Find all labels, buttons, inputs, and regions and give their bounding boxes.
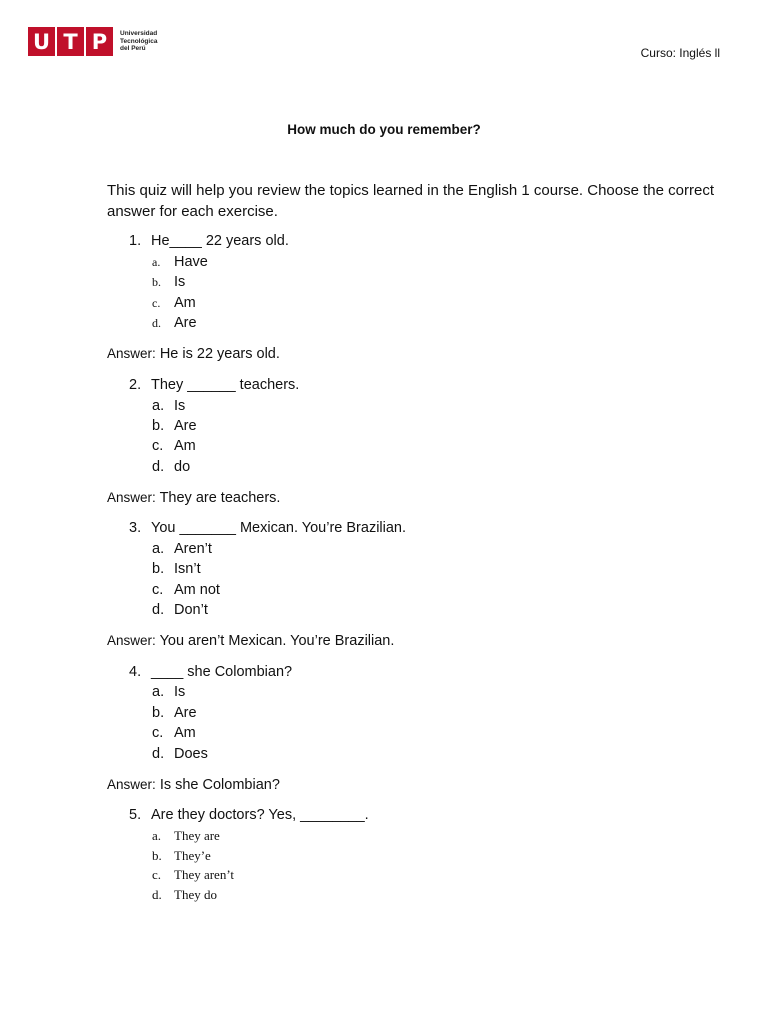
option-2a: a. Is (152, 398, 186, 414)
option-3b: b. Isn’t (152, 561, 201, 577)
question-1: 1. He____ 22 years old. (129, 233, 289, 249)
answer-2: Answer: They are teachers. (107, 490, 281, 506)
option-1c: c. Am (152, 295, 196, 311)
option-5c: c. They aren’t (152, 867, 235, 882)
question-5: 5. Are they doctors? Yes, ________. (129, 807, 369, 823)
option-5a: a. They are (152, 828, 220, 843)
answer-1: Answer: He is 22 years old. (107, 346, 280, 362)
option-1b: b. Is (152, 274, 186, 290)
page-title: How much do you remember? (287, 122, 481, 137)
option-4b: b. Are (152, 705, 197, 721)
option-1d: d. Are (152, 315, 197, 331)
option-5b: b. They’e (152, 848, 211, 863)
answer-3: Answer: You aren’t Mexican. You’re Brazilian. (107, 633, 395, 649)
answer-4: Answer: Is she Colombian? (107, 777, 280, 793)
option-3d: d. Don’t (152, 602, 208, 618)
logo-letter-t: T (57, 27, 84, 56)
question-4: 4. ____ she Colombian? (129, 664, 293, 680)
utp-logo (28, 27, 157, 56)
option-5d: d. They do (152, 887, 217, 902)
question-3: 3. You _______ Mexican. You’re Brazilian. (129, 520, 407, 536)
logo-letter-u: U (28, 27, 55, 56)
logo-text: Universidad Tecnológica del Perú (120, 30, 158, 53)
logo-letter-p: P (86, 27, 113, 56)
option-4a: a. Is (152, 684, 186, 700)
intro-text: This quiz will help you review the topics learned in the English 1 course. Choose the correct answer for each exercise. (107, 182, 714, 220)
option-4c: c. Am (152, 725, 196, 741)
course-label: Curso: Inglés ll (640, 46, 720, 60)
question-2: 2. They ______ teachers. (129, 377, 300, 393)
option-2b: b. Are (152, 418, 197, 434)
option-3c: c. Am not (152, 582, 220, 598)
option-2d: d. do (152, 459, 191, 475)
option-1a: a. Have (152, 254, 208, 270)
option-3a: a. Aren’t (152, 541, 212, 557)
option-4d: d. Does (152, 746, 208, 762)
option-2c: c. Am (152, 438, 196, 454)
